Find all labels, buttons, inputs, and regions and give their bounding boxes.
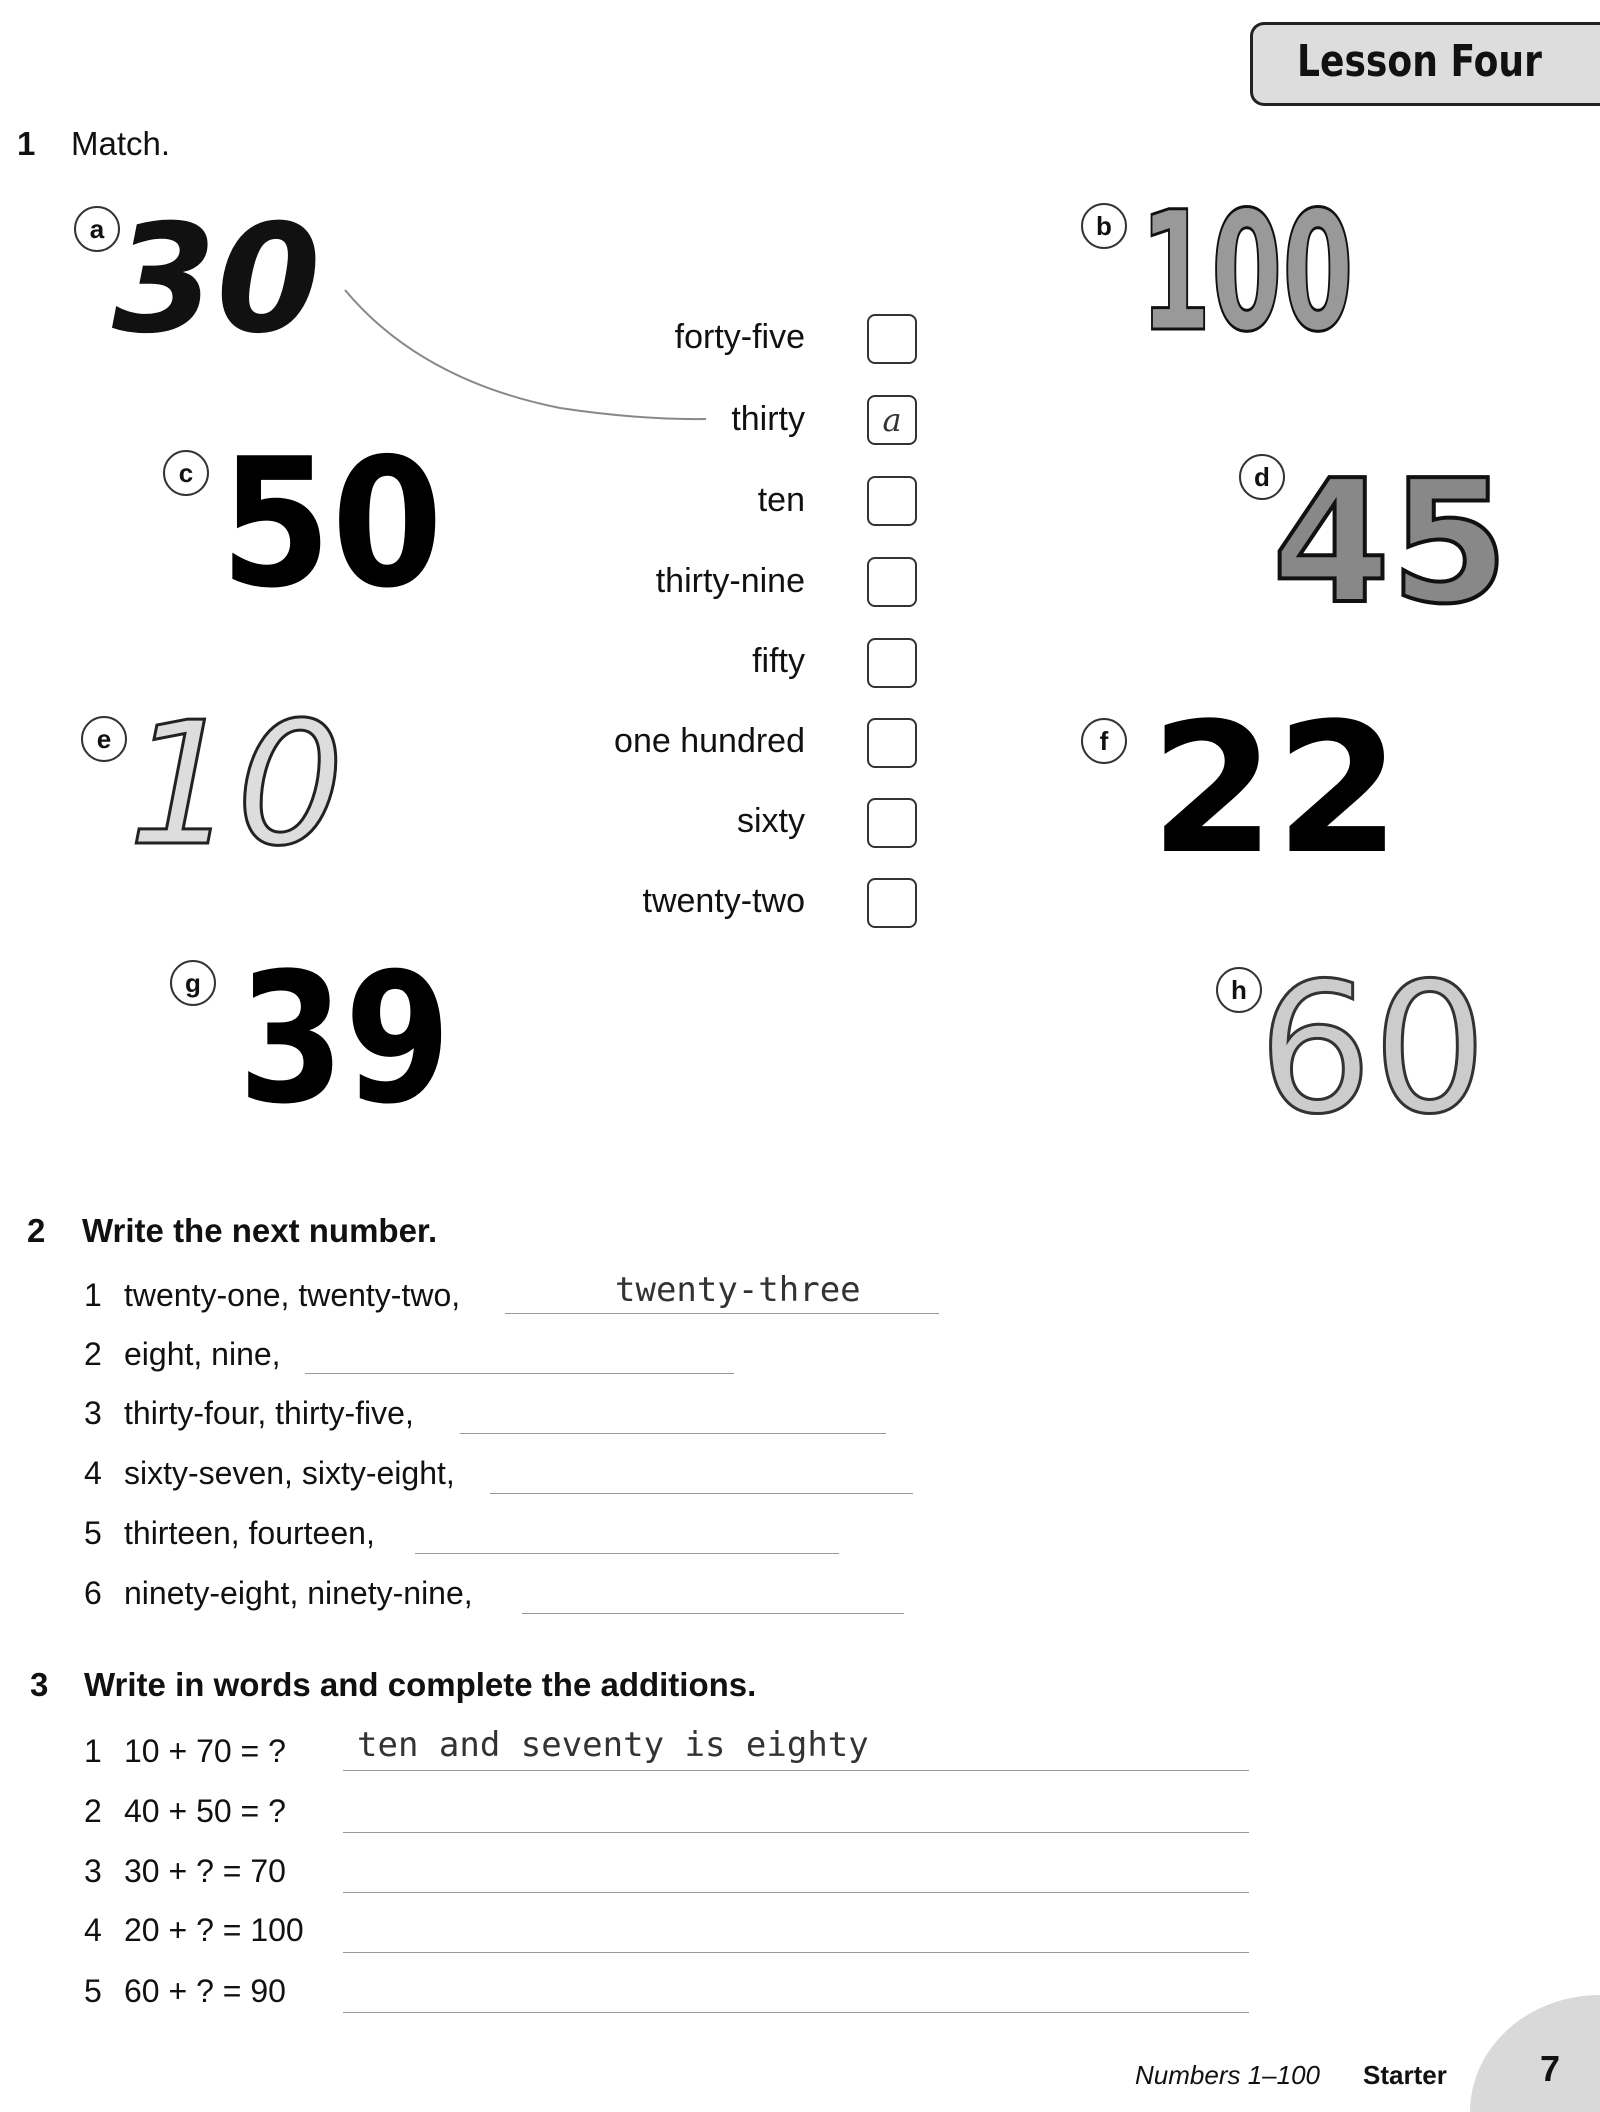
item-number: 3 xyxy=(84,1853,102,1889)
answer-line[interactable] xyxy=(505,1313,939,1314)
answer-box[interactable] xyxy=(867,476,917,526)
letter-c: c xyxy=(163,450,209,496)
answer-box[interactable] xyxy=(867,557,917,607)
exercise-1-title: Match. xyxy=(71,125,171,162)
answer-box[interactable]: a xyxy=(867,395,917,445)
item-text: eight, nine, xyxy=(124,1336,281,1372)
letter-d: d xyxy=(1239,454,1285,500)
item-number: 4 xyxy=(84,1912,102,1948)
answer-line[interactable] xyxy=(490,1493,913,1494)
number-22: 22 xyxy=(1150,685,1401,894)
answer-line[interactable] xyxy=(460,1433,886,1434)
answer-line[interactable] xyxy=(343,1832,1249,1833)
item-number: 3 xyxy=(84,1395,102,1431)
item-number: 2 xyxy=(84,1336,102,1372)
word-forty-five: forty-five xyxy=(674,318,805,356)
answer-box[interactable] xyxy=(867,638,917,688)
answer-line[interactable] xyxy=(415,1553,839,1554)
word-one-hundred: one hundred xyxy=(614,722,805,760)
item-text: ninety-eight, ninety-nine, xyxy=(124,1575,473,1611)
item-text: twenty-one, twenty-two, xyxy=(124,1277,461,1313)
exercise-3-number: 3 xyxy=(30,1666,49,1703)
item-number: 6 xyxy=(84,1575,102,1611)
item-text: 40 + 50 = ? xyxy=(124,1793,286,1829)
answer-line[interactable] xyxy=(305,1373,734,1374)
item-number: 5 xyxy=(84,1973,102,2009)
number-60: 60 xyxy=(1258,945,1488,1154)
word-ten: ten xyxy=(757,481,805,519)
item-number: 1 xyxy=(84,1733,102,1769)
answer-line[interactable] xyxy=(343,2012,1249,2013)
item-text: thirteen, fourteen, xyxy=(124,1515,375,1551)
word-thirty-nine: thirty-nine xyxy=(655,562,805,600)
item-number: 1 xyxy=(84,1277,102,1313)
word-fifty: fifty xyxy=(752,642,805,680)
letter-f: f xyxy=(1081,718,1127,764)
item-number: 2 xyxy=(84,1793,102,1829)
number-45: 45 xyxy=(1272,444,1509,642)
answer-line[interactable] xyxy=(522,1613,904,1614)
footer-unit: Numbers 1–100 xyxy=(1135,2060,1320,2090)
number-39: 39 xyxy=(238,935,451,1144)
item-text: sixty-seven, sixty-eight, xyxy=(124,1455,455,1491)
answer-box[interactable] xyxy=(867,718,917,768)
letter-e: e xyxy=(81,716,127,762)
number-50: 50 xyxy=(220,420,443,627)
page-corner-decoration xyxy=(1470,1995,1600,2112)
number-100: 100 xyxy=(1140,176,1354,368)
number-30: 30 xyxy=(112,193,321,367)
exercise-1-number: 1 xyxy=(17,125,36,162)
footer-level: Starter xyxy=(1363,2060,1447,2090)
word-thirty: thirty xyxy=(731,400,805,438)
letter-b: b xyxy=(1081,203,1127,249)
item-text: 60 + ? = 90 xyxy=(124,1973,286,2009)
letter-g: g xyxy=(170,960,216,1006)
item-number: 5 xyxy=(84,1515,102,1551)
item-text: 20 + ? = 100 xyxy=(124,1912,304,1948)
handwritten-answer: ten and seventy is eighty xyxy=(357,1725,869,1765)
word-twenty-two: twenty-two xyxy=(642,882,805,920)
answer-box[interactable] xyxy=(867,314,917,364)
answer-line[interactable] xyxy=(343,1770,1249,1771)
word-sixty: sixty xyxy=(737,802,805,840)
answer-line[interactable] xyxy=(343,1892,1249,1893)
exercise-2-number: 2 xyxy=(27,1212,46,1249)
letter-h: h xyxy=(1216,967,1262,1013)
exercise-3-title: Write in words and complete the additions. xyxy=(84,1666,757,1703)
handwritten-answer: twenty-three xyxy=(615,1270,861,1310)
item-text: 10 + 70 = ? xyxy=(124,1733,286,1769)
letter-a: a xyxy=(74,206,120,252)
exercise-2-title: Write the next number. xyxy=(82,1212,438,1249)
item-number: 4 xyxy=(84,1455,102,1491)
page-number: 7 xyxy=(1540,2048,1561,2089)
answer-line[interactable] xyxy=(343,1952,1249,1953)
answer-box[interactable] xyxy=(867,878,917,928)
item-text: 30 + ? = 70 xyxy=(124,1853,286,1889)
item-text: thirty-four, thirty-five, xyxy=(124,1395,414,1431)
lesson-title: Lesson Four xyxy=(1297,36,1542,87)
answer-box[interactable] xyxy=(867,798,917,848)
number-10: 10 xyxy=(128,686,345,884)
